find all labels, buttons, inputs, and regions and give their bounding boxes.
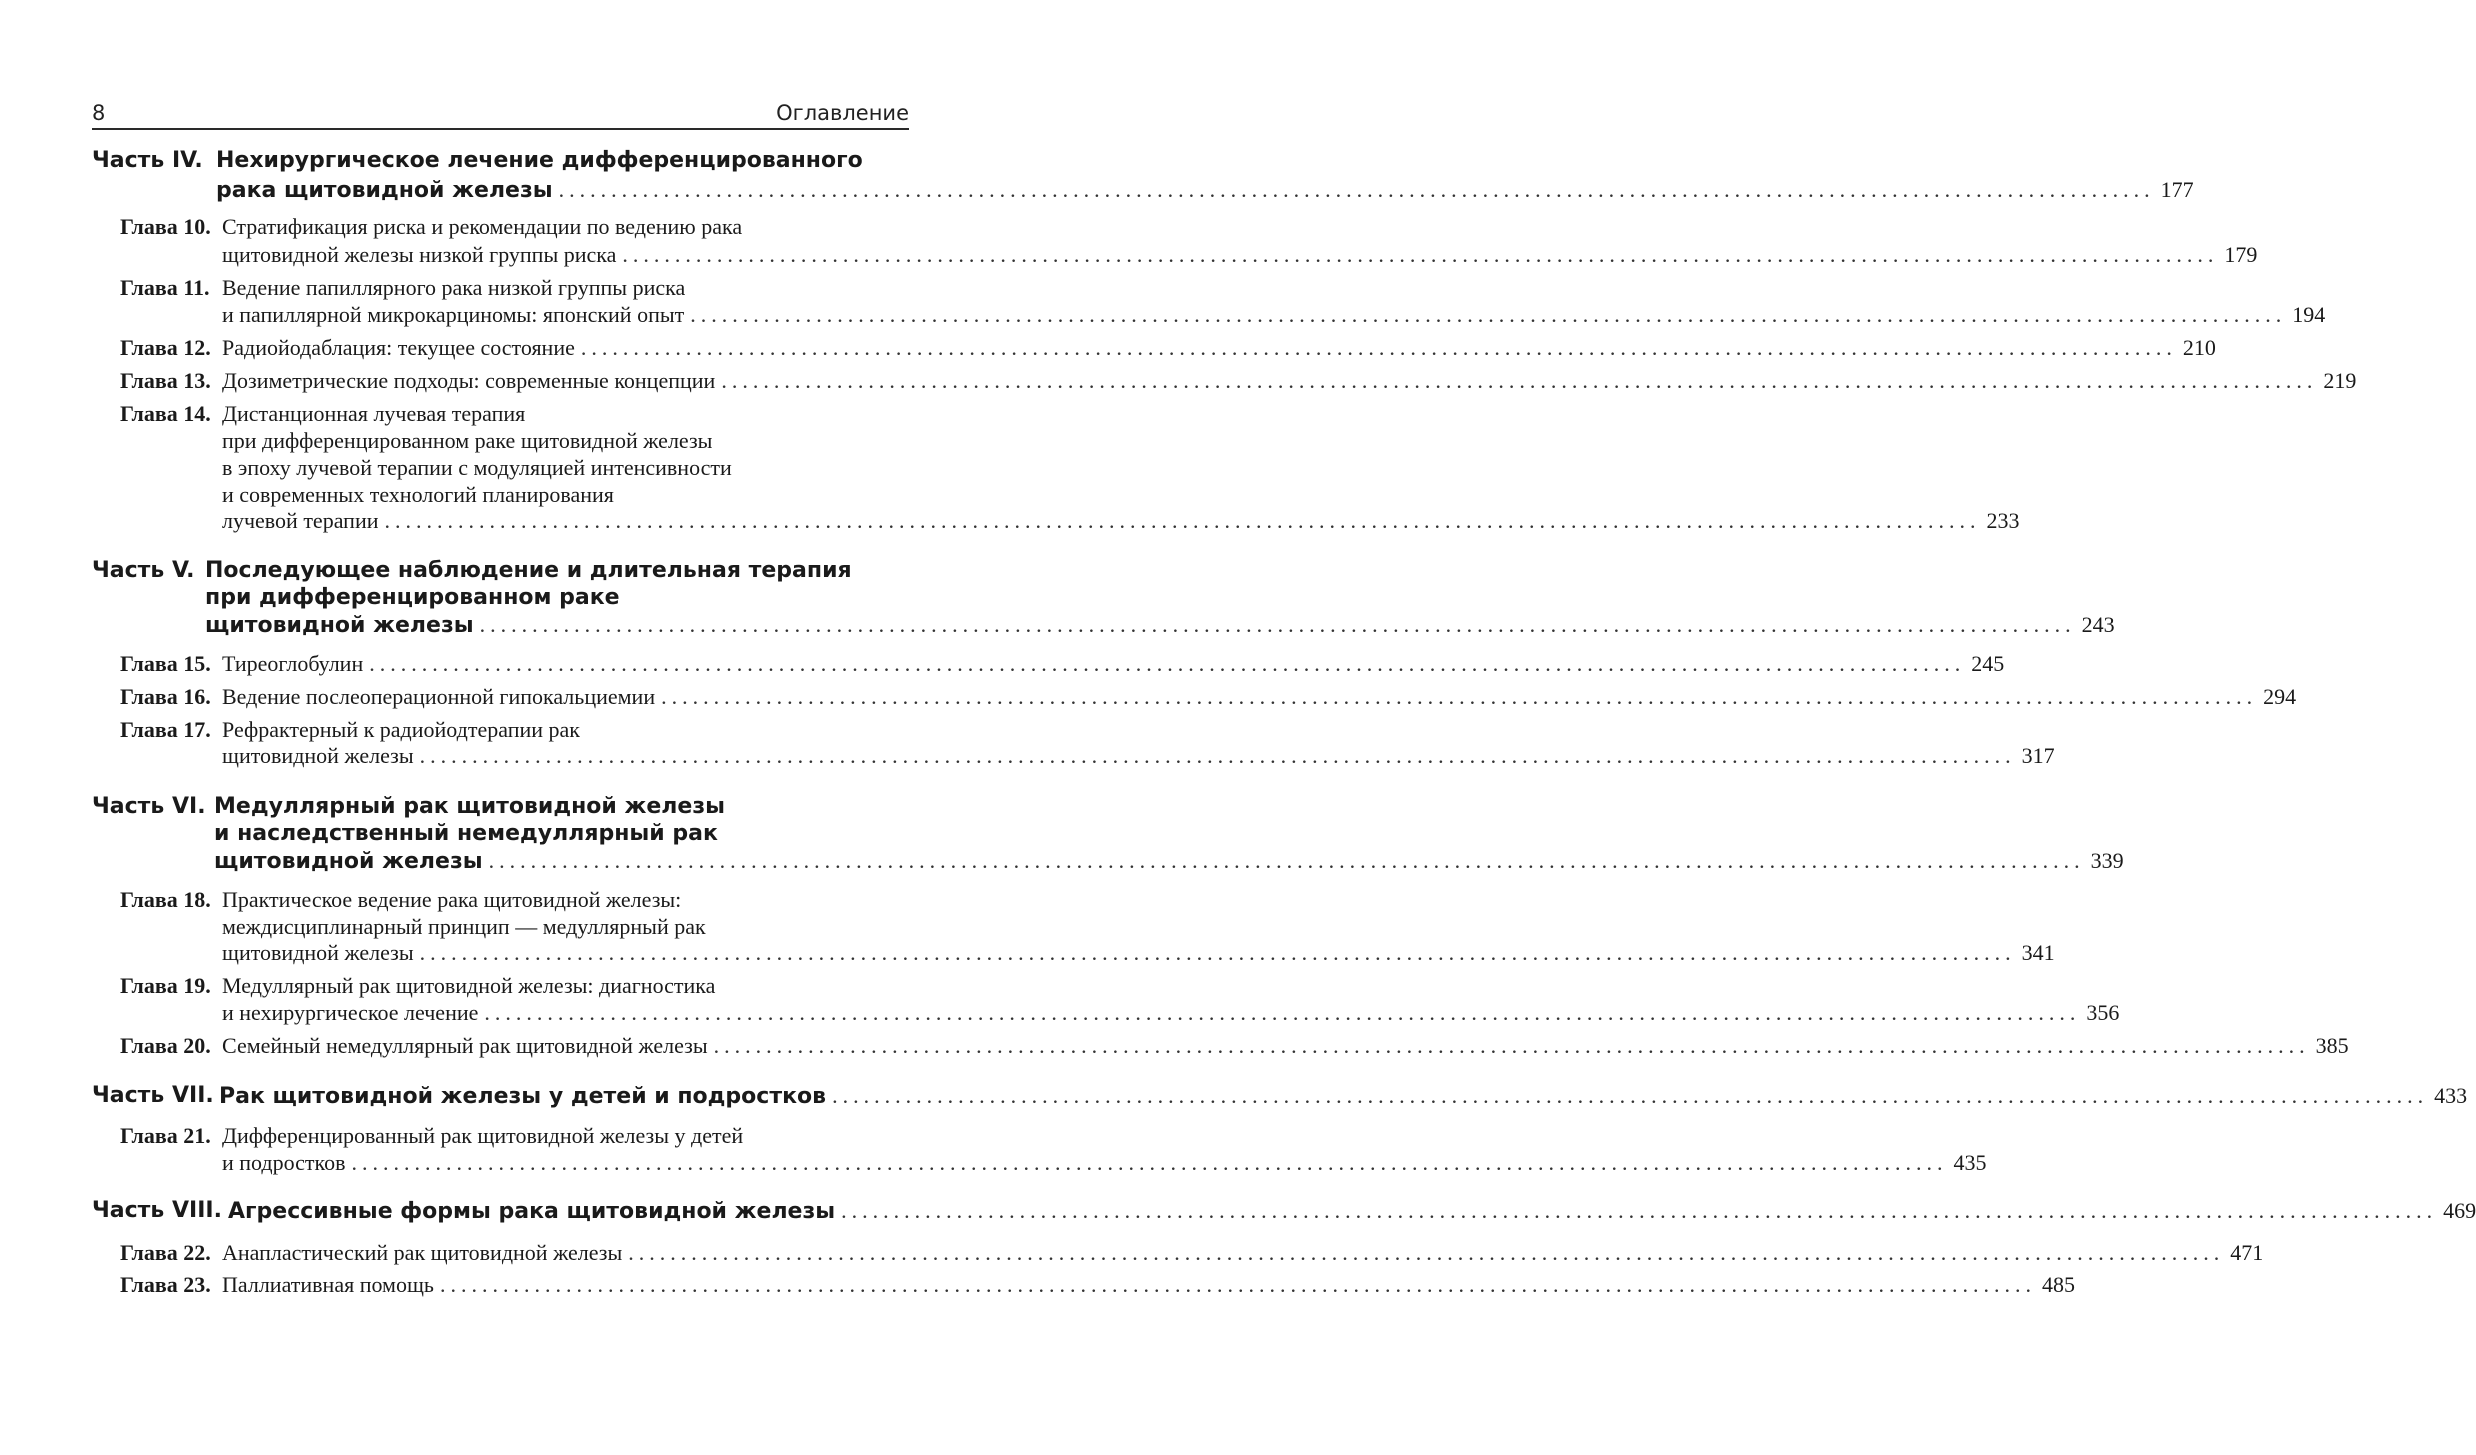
chapter-title-line-last xyxy=(222,1033,2349,1059)
part-label: Часть VI. xyxy=(92,794,206,819)
part-title-text: щитовидной железы xyxy=(205,613,474,638)
chapter-title-line-last xyxy=(222,684,2297,710)
chapter-label: Глава 21. xyxy=(120,1123,211,1148)
page-ref: 243 xyxy=(2081,612,2115,637)
chapter-title-text: и подростков xyxy=(222,1150,346,1175)
page-ref: 385 xyxy=(2315,1033,2349,1058)
part-title-text: Агрессивные формы рака щитовидной железы xyxy=(228,1199,836,1224)
chapter-label: Глава 23. xyxy=(120,1272,211,1297)
part-label: Часть VII. xyxy=(92,1083,214,1108)
chapter-title-text: и папиллярной микрокарциномы: японский опыт xyxy=(222,302,685,327)
dot-leader: ........................................................................................................................................................ xyxy=(351,1150,1948,1175)
page-ref: 210 xyxy=(2182,335,2216,360)
dot-leader: ........................................................................................................................................................ xyxy=(488,848,2085,873)
page-ref: 356 xyxy=(2086,1000,2120,1025)
dot-leader: ........................................................................................................................................................ xyxy=(369,651,1966,676)
chapter-title-line-last xyxy=(222,651,2005,677)
dot-leader: ........................................................................................................................................................ xyxy=(484,1000,2081,1025)
part-title-line: Медуллярный рак щитовидной железы xyxy=(214,794,725,819)
part-title-line: Последующее наблюдение и длительная терапия xyxy=(205,558,852,583)
chapter-title-line-last xyxy=(222,242,2258,268)
chapter-title-line: Практическое ведение рака щитовидной железы: xyxy=(222,887,682,912)
chapter-title-line: при дифференцированном раке щитовидной железы xyxy=(222,428,713,453)
part-title-line-last xyxy=(228,1198,2476,1224)
chapter-label: Глава 17. xyxy=(120,717,211,742)
page-ref: 339 xyxy=(2090,848,2124,873)
part-label: Часть VIII. xyxy=(92,1198,222,1223)
part-title-line-last xyxy=(219,1083,2468,1109)
chapter-title-line-last xyxy=(222,302,2326,328)
chapter-title-text: Радиойодаблация: текущее состояние xyxy=(222,335,575,360)
chapter-title-text: щитовидной железы xyxy=(222,743,414,768)
part-title-line: Нехирургическое лечение дифференцированного xyxy=(216,148,863,173)
part-title-line-last xyxy=(214,848,2124,874)
page-ref: 294 xyxy=(2263,684,2297,709)
dot-leader: ........................................................................................................................................................ xyxy=(622,242,2219,267)
chapter-title-text: и нехирургическое лечение xyxy=(222,1000,479,1025)
chapter-title-text: Анапластический рак щитовидной железы xyxy=(222,1240,623,1265)
chapter-title-line: Ведение папиллярного рака низкой группы риска xyxy=(222,275,686,300)
chapter-label: Глава 14. xyxy=(120,401,211,426)
chapter-title-line-last xyxy=(222,335,2216,361)
chapter-title-line: и современных технологий планирования xyxy=(222,482,614,507)
dot-leader: ........................................................................................................................................................ xyxy=(558,177,2155,202)
page-ref: 435 xyxy=(1953,1150,1987,1175)
chapter-title-line-last xyxy=(222,1150,1987,1176)
chapter-title-line: Дифференцированный рак щитовидной железы у детей xyxy=(222,1123,744,1148)
page-number: 8 xyxy=(92,101,106,125)
dot-leader: ........................................................................................................................................................ xyxy=(479,612,2076,637)
chapter-label: Глава 20. xyxy=(120,1033,211,1058)
dot-leader: ........................................................................................................................................................ xyxy=(628,1240,2225,1265)
page-ref: 177 xyxy=(2160,177,2194,202)
chapter-label: Глава 13. xyxy=(120,368,211,393)
chapter-title-text: щитовидной железы xyxy=(222,940,414,965)
dot-leader: ........................................................................................................................................................ xyxy=(384,508,1981,533)
page-ref: 341 xyxy=(2021,940,2055,965)
chapter-label: Глава 11. xyxy=(120,275,210,300)
dot-leader: ........................................................................................................................................................ xyxy=(721,368,2318,393)
part-label: Часть V. xyxy=(92,558,195,583)
page-ref: 485 xyxy=(2041,1272,2075,1297)
chapter-title-line-last xyxy=(222,1272,2075,1298)
chapter-title-line: Стратификация риска и рекомендации по ведению рака xyxy=(222,214,743,239)
part-title-text: Рак щитовидной железы у детей и подростков xyxy=(219,1084,827,1109)
chapter-label: Глава 18. xyxy=(120,887,211,912)
page-ref: 471 xyxy=(2230,1240,2264,1265)
page-ref: 469 xyxy=(2443,1198,2476,1223)
part-title-line: при дифференцированном раке xyxy=(205,585,620,610)
dot-leader: ........................................................................................................................................................ xyxy=(832,1083,2429,1108)
chapter-label: Глава 12. xyxy=(120,335,211,360)
chapter-label: Глава 22. xyxy=(120,1240,211,1265)
chapter-title-text: щитовидной железы низкой группы риска xyxy=(222,242,617,267)
chapter-title-line-last xyxy=(222,940,2055,966)
chapter-title-line: Медуллярный рак щитовидной железы: диагностика xyxy=(222,973,716,998)
section-title: Оглавление xyxy=(776,101,909,125)
part-title-line-last xyxy=(216,177,2194,203)
part-title-text: рака щитовидной железы xyxy=(216,178,553,203)
part-title-line-last xyxy=(205,612,2115,638)
dot-leader: ........................................................................................................................................................ xyxy=(661,684,2258,709)
chapter-title-line-last xyxy=(222,368,2357,394)
part-title-line: и наследственный немедуллярный рак xyxy=(214,821,718,846)
page-ref: 194 xyxy=(2292,302,2326,327)
chapter-title-text: Ведение послеоперационной гипокальциемии xyxy=(222,684,656,709)
chapter-label: Глава 10. xyxy=(120,214,211,239)
page-ref: 317 xyxy=(2021,743,2055,768)
page-ref: 219 xyxy=(2323,368,2357,393)
page-ref: 179 xyxy=(2224,242,2258,267)
dot-leader: ........................................................................................................................................................ xyxy=(841,1198,2438,1223)
dot-leader: ........................................................................................................................................................ xyxy=(439,1272,2036,1297)
chapter-title-line: Рефрактерный к радиойодтерапии рак xyxy=(222,717,580,742)
part-label: Часть IV. xyxy=(92,148,203,173)
dot-leader: ........................................................................................................................................................ xyxy=(690,302,2287,327)
dot-leader: ........................................................................................................................................................ xyxy=(419,940,2016,965)
chapter-title-line-last xyxy=(222,1240,2264,1266)
chapter-title-line-last xyxy=(222,508,2020,534)
page-ref: 433 xyxy=(2434,1083,2468,1108)
chapter-label: Глава 15. xyxy=(120,651,211,676)
dot-leader: ........................................................................................................................................................ xyxy=(580,335,2177,360)
chapter-title-line: Дистанционная лучевая терапия xyxy=(222,401,526,426)
dot-leader: ........................................................................................................................................................ xyxy=(419,743,2016,768)
chapter-title-text: Тиреоглобулин xyxy=(222,651,364,676)
chapter-label: Глава 16. xyxy=(120,684,211,709)
chapter-title-text: лучевой терапии xyxy=(222,508,379,533)
dot-leader: ........................................................................................................................................................ xyxy=(713,1033,2310,1058)
page-ref: 233 xyxy=(1986,508,2020,533)
chapter-title-line-last xyxy=(222,743,2055,769)
chapter-title-line: междисциплинарный принцип — медуллярный рак xyxy=(222,914,706,939)
chapter-title-text: Дозиметрические подходы: современные концепции xyxy=(222,368,716,393)
chapter-title-text: Семейный немедуллярный рак щитовидной железы xyxy=(222,1033,708,1058)
chapter-title-line: в эпоху лучевой терапии с модуляцией интенсивности xyxy=(222,455,732,480)
chapter-label: Глава 19. xyxy=(120,973,211,998)
page-ref: 245 xyxy=(1971,651,2005,676)
chapter-title-line-last xyxy=(222,1000,2120,1026)
part-title-text: щитовидной железы xyxy=(214,849,483,874)
chapter-title-text: Паллиативная помощь xyxy=(222,1272,434,1297)
running-head xyxy=(92,100,909,130)
